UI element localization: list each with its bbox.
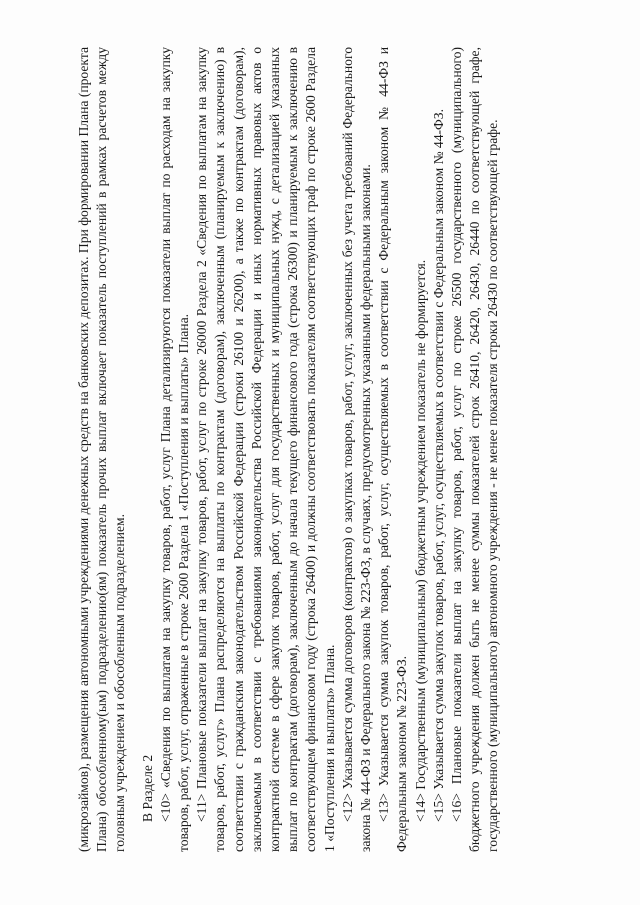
footnote-10: <10> «Сведения по выплатам на закупку товаров, работ, услуг Плана детализируются показатели выплат по расходам на закупку товаров, работ, услуг, отраженные в строке 2600 Раздела 1 «Поступления и выплаты» Плана.	[157, 47, 192, 852]
footnote-13: <13> Указывается сумма закупок товаров, работ, услуг, осуществляемых в соответствии с Федеральным законом № 44-ФЗ и Федеральным законом № 223-ФЗ.	[376, 47, 410, 852]
footnote-11: <11> Плановые показатели выплат на закупку товаров, работ, услуг по строке 26000 Раздела 2 «Сведения по выплатам на закупку товаров, работ, услуг» Плана распределяются на выплаты по контрактам (договорам), заключенным (планируемым к заключению) в соответствии с гражданским законодательством Российской Федерации (строки 26100 и 26200), а также по контрактам (договорам), заключаемым в соответствии с требованиями законодательства Российской Федерации и иных нормативных правовых актов о контрактной системе в сфере закупок товаров, работ, услуг для государственных и муниципальных нужд, с детализацией указанных выплат по контрактам (договорам), заключенным до начала текущего финансового года (строка 26300) и планируемым к заключению в соответствующем финансовом году (строка 26400) и должны соответствовать показателям соответствующих граф по строке 2600 Раздела 1 «Поступления и выплаты» Плана.	[194, 47, 337, 852]
footnote-12: <12> Указывается сумма договоров (контрактов) о закупках товаров, работ, услуг, заключенных без учета требований Федерального закона № 44-ФЗ и Федерального закона № 223-ФЗ, в случаях, предусмотренных указанными федеральными законами.	[339, 47, 374, 852]
footnote-14: <14> Государственным (муниципальным) бюджетным учреждением показатель не формируется.	[412, 259, 428, 822]
paragraph-deposits-continuation: (микрозаймов), размещения автономными учреждениями денежных средств на банковских депозитах. При формировании Плана (проекта Плана) обособленному(ым) подразделению(ям) показатель прочих выплат включает показатель поступлений в рамках расчетов между головным учреждением и обособленным подразделением.	[76, 47, 128, 852]
rotated-text-block	[75, 47, 595, 852]
footnote-16: <16> Плановые показатели выплат на закупку товаров, работ, услуг по строке 26500 государственного (муниципального) бюджетного учреждения должен быть не менее суммы показателей строк 26410, 26420, 26430, 26440 по соответствующей графе, государственного (муниципального) автономного учреждения - не менее показателя строки 26430 по соответствующей графе.	[449, 47, 501, 852]
footnote-15: <15> Указывается сумма закупок товаров, работ, услуг, осуществляемых в соответствии с Федеральным законом № 44-ФЗ.	[430, 108, 446, 822]
section-heading-razdel-2: В Разделе 2	[139, 754, 155, 822]
